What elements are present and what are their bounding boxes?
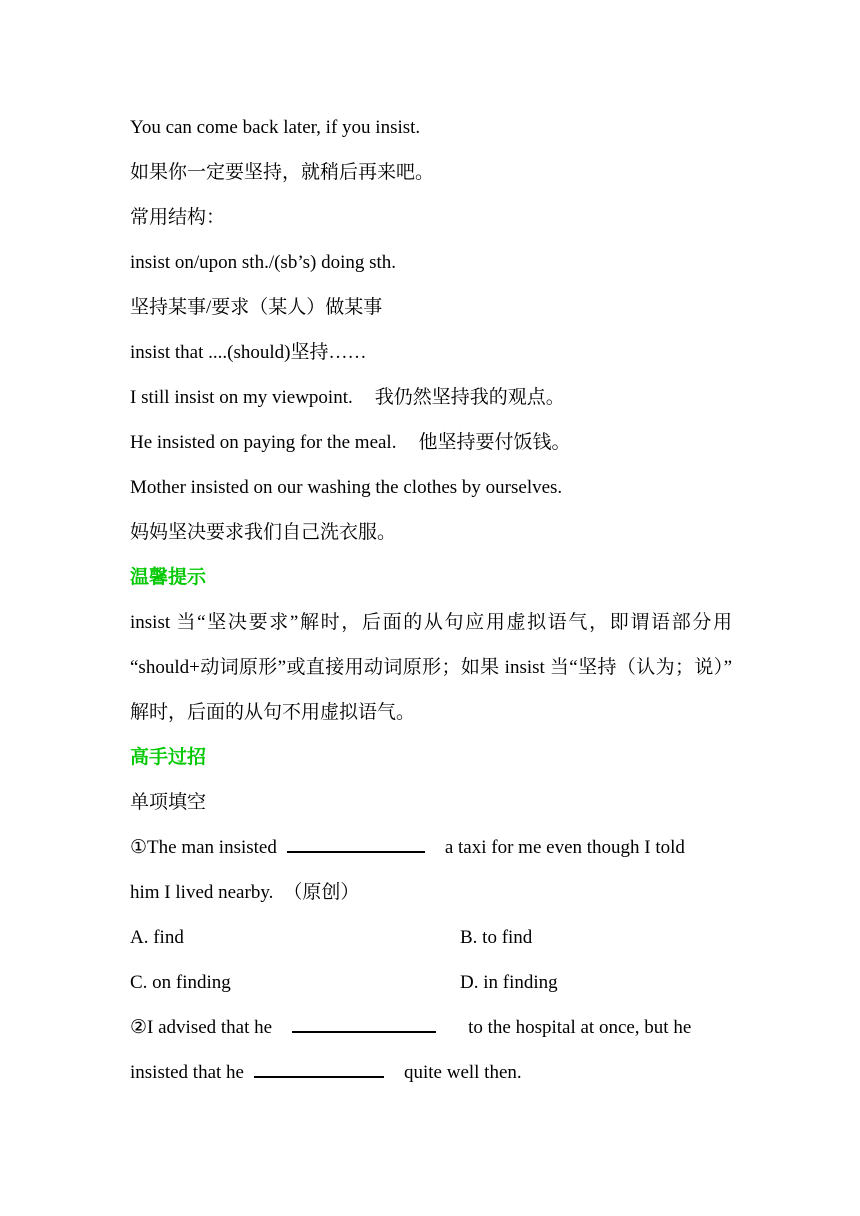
example-zh: 我仍然坚持我的观点。: [374, 387, 565, 408]
example-en: He insisted on paying for the meal.: [130, 432, 397, 453]
question-1-continued: [130, 870, 732, 915]
question-text: insisted that he: [130, 1062, 244, 1083]
question-source: （原创）: [283, 882, 360, 903]
practice-subheading: 单项填空: [130, 792, 207, 813]
question-1: [130, 825, 732, 870]
structure-label: 常用结构：: [130, 207, 226, 228]
option-c: C. on finding: [130, 972, 231, 993]
option-d: D. in finding: [460, 972, 558, 993]
structure-pattern-2: insist that ....(should)坚持……: [130, 342, 367, 363]
question-text: ②I advised that he: [130, 1017, 273, 1038]
structure-meaning-1: 坚持某事/要求（某人）做某事: [130, 297, 383, 318]
option-a: A. find: [130, 927, 184, 948]
tip-line: insist 当“坚决要求”解时，后面的从句应用虚拟语气，即谓语部分用: [130, 612, 732, 633]
structure-pattern-1: insist on/upon sth./(sb’s) doing sth.: [130, 252, 397, 273]
question-text: him I lived nearby.: [130, 882, 274, 903]
question-text: a taxi for me even though I told: [444, 837, 685, 858]
question-text: to the hospital at once, but he: [468, 1017, 692, 1038]
options-row: [130, 915, 732, 960]
tip-line: “should+动词原形”或直接用动词原形；如果 insist 当“坚持（认为；说）”: [130, 657, 732, 678]
example-line-meal: [130, 420, 732, 465]
example-sentence-zh: 如果你一定要坚持，就稍后再来吧。: [130, 162, 435, 183]
question-text: quite well then.: [403, 1062, 522, 1083]
question-text: ①The man insisted: [130, 837, 277, 858]
example-line-viewpoint: [130, 375, 732, 420]
options-row: [130, 960, 732, 1005]
tip-line: 解时，后面的从句不用虚拟语气。: [130, 702, 416, 723]
example-sentence-zh: 妈妈坚决要求我们自己洗衣服。: [130, 522, 397, 543]
practice-heading: 高手过招: [130, 747, 207, 768]
example-sentence-en: Mother insisted on our washing the clothes by ourselves.: [130, 477, 563, 498]
example-sentence-en: You can come back later, if you insist.: [130, 117, 421, 138]
example-zh: 他坚持要付饭钱。: [418, 432, 571, 453]
answer-blank: [292, 1005, 436, 1033]
answer-blank: [287, 825, 425, 853]
tip-heading: 温馨提示: [130, 567, 207, 588]
example-en: I still insist on my viewpoint.: [130, 387, 353, 408]
document-page: [130, 105, 732, 1095]
question-2: [130, 1005, 732, 1050]
question-2-continued: [130, 1050, 732, 1095]
option-b: B. to find: [460, 927, 533, 948]
answer-blank: [254, 1050, 384, 1078]
